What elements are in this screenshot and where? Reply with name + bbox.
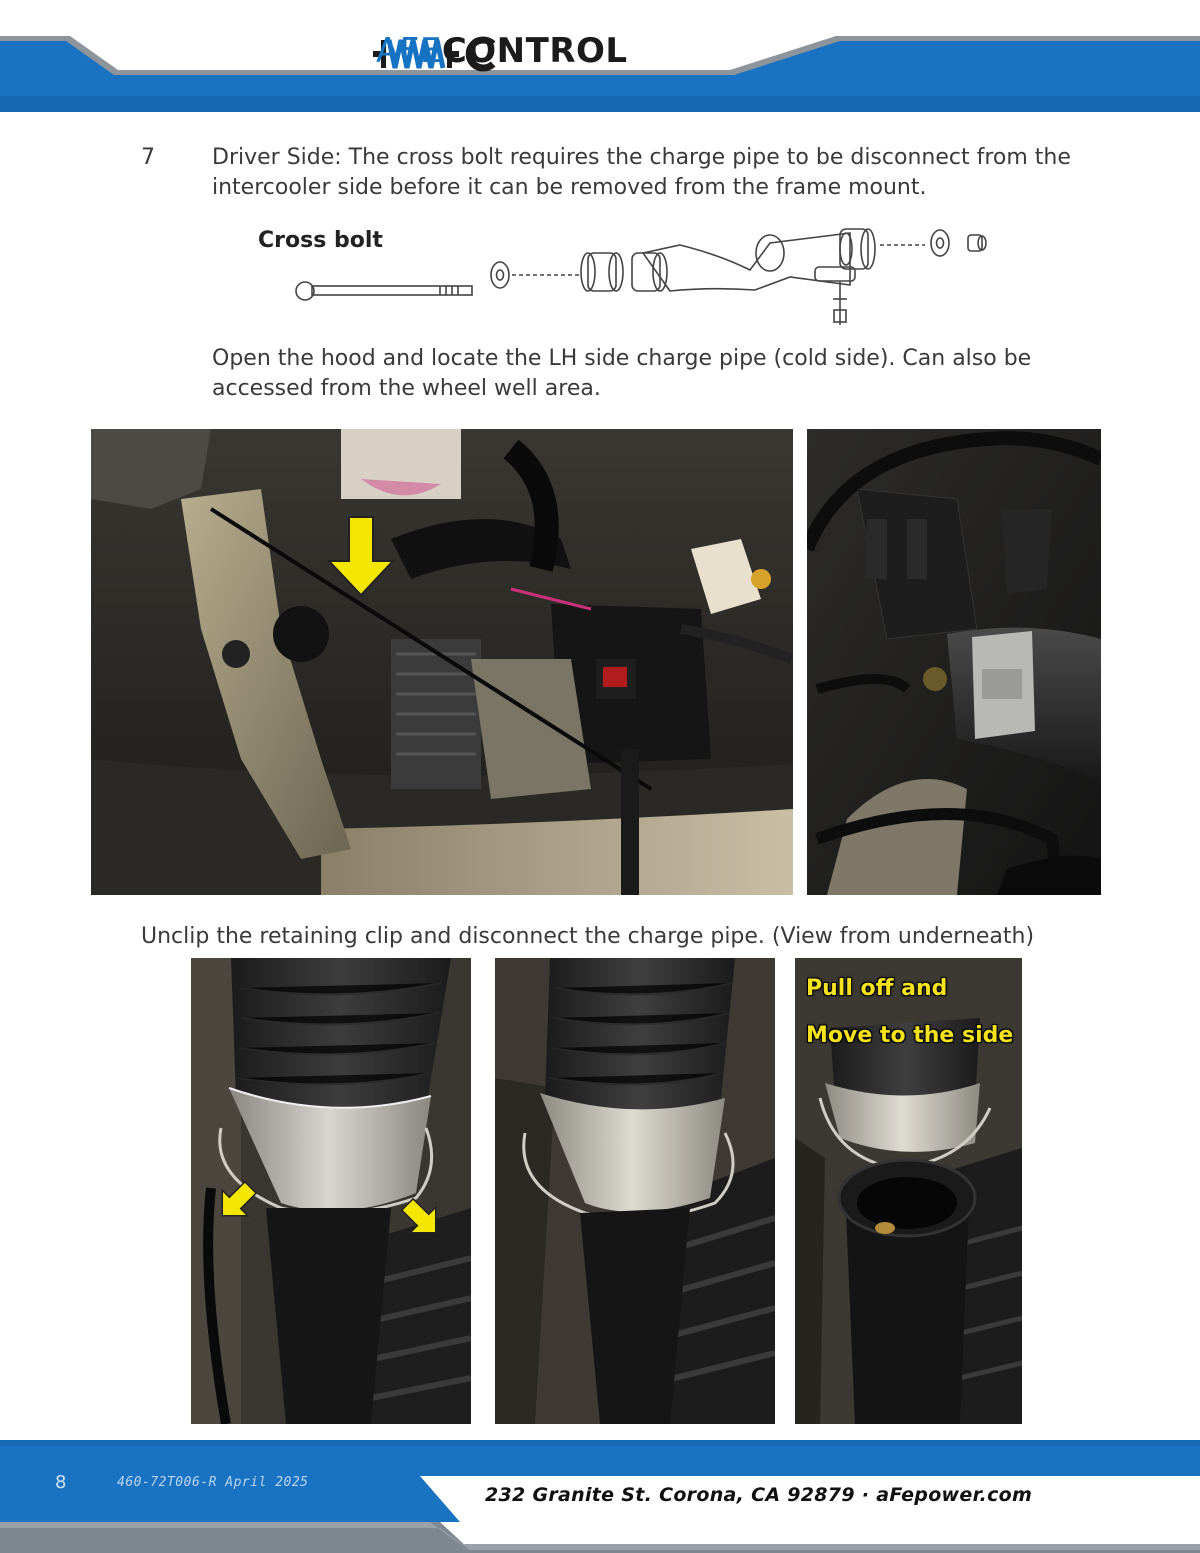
cross-bolt-diagram (250, 215, 1010, 345)
brand-control: CONTROL (441, 31, 628, 71)
step-instruction: Driver Side: The cross bolt requires the charge pipe to be disconnect from the intercooler side before it can be removed from the frame mount. (212, 145, 1071, 200)
callout-pull-off: Pull off and (806, 976, 948, 1001)
callout-move-side: Move to the side (806, 1023, 1014, 1048)
diagram-label: Cross bolt (258, 228, 383, 253)
brand-logo (376, 31, 628, 71)
engine-bay-photo (91, 429, 793, 895)
charge-pipe-photo (807, 429, 1101, 895)
document-id: 460-72T006-R April 2025 (117, 1475, 309, 1490)
page-number: 8 (55, 1472, 67, 1493)
unclip-instruction: Unclip the retaining clip and disconnect the charge pipe. (View from underneath) (141, 924, 1035, 949)
clip-underneath-photo-2 (495, 958, 775, 1424)
brand-afe: AFE (376, 31, 442, 71)
hood-instruction: Open the hood and locate the LH side charge pipe (cold side). Can also be accessed from the wheel well area. (212, 346, 1032, 401)
step-number: 7 (141, 145, 155, 170)
clip-underneath-photo-1 (191, 958, 471, 1424)
company-address: 232 Granite St. Corona, CA 92879 · aFepower.com (485, 1484, 1033, 1506)
clip-underneath-photo-3 (795, 958, 1022, 1424)
